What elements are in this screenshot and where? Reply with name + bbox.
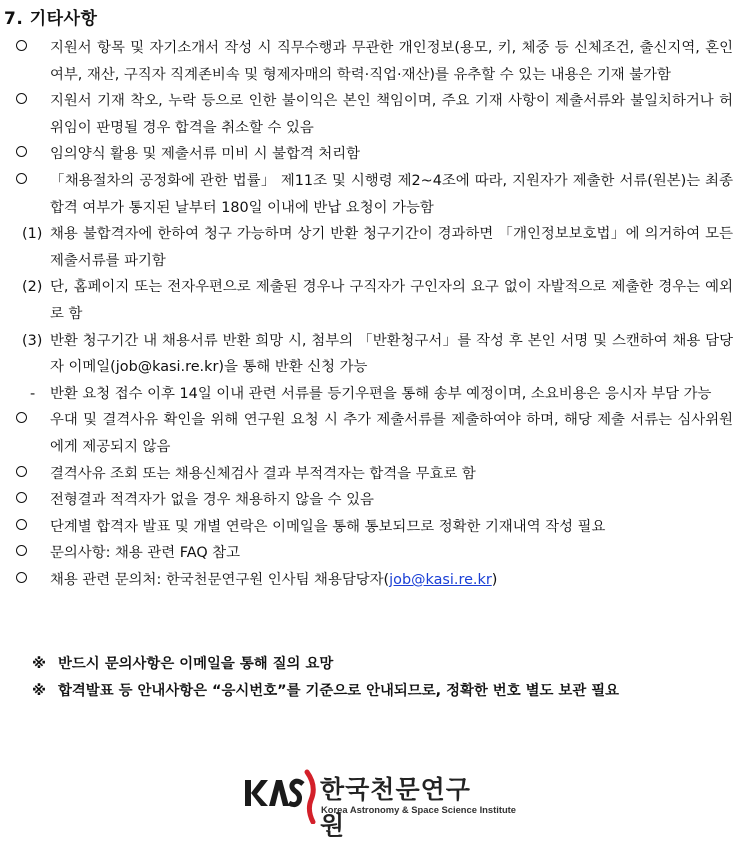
item-text: 반환 요청 접수 이후 14일 이내 관련 서류를 등기우편을 통해 송부 예정이며, 소요비용은 응시자 부담 가능 — [50, 385, 712, 402]
item-text: 문의사항: 채용 관련 FAQ 참고 — [50, 545, 241, 562]
notes-block — [0, 651, 739, 705]
bullet-circle-icon — [0, 567, 50, 594]
item-text: 단, 홈페이지 또는 전자우편으로 제출된 경우나 구직자가 구인자의 요구 없이 자발적으로 제출한 경우는 예외로 함 — [50, 279, 733, 322]
note-item — [0, 678, 739, 705]
list-item — [0, 141, 739, 168]
note-mark: ※ — [32, 656, 46, 672]
item-text: 반환 청구기간 내 채용서류 반환 희망 시, 첨부의 「반환청구서」를 작성 후 본인 서명 및 스캔하여 채용 담당자 이메일(job@kasi.re.kr)을 통해 반환 신청 가능 — [50, 332, 733, 376]
kasi-wordmark-icon — [243, 768, 319, 824]
item-dash: - — [30, 385, 36, 402]
item-number: (2) — [22, 279, 43, 296]
kasi-logo — [243, 768, 517, 840]
list-item — [0, 407, 739, 460]
list-item — [0, 88, 739, 141]
item-text: 「채용절차의 공정화에 관한 법률」 제11조 및 시행령 제2~4조에 따라, 지원자가 제출한 서류(원본)는 최종합격 여부가 통지된 날부터 180일 이내에 반납 요청이 가능함 — [50, 172, 733, 216]
list-item — [0, 328, 739, 381]
note-text: 반드시 문의사항은 이메일을 통해 질의 요망 — [58, 656, 334, 672]
item-number: (1) — [22, 226, 43, 243]
item-text: 결격사유 조회 또는 채용신체검사 결과 부적격자는 합격을 무효로 함 — [50, 465, 476, 482]
item-text: 채용 불합격자에 한하여 청구 가능하며 상기 반환 청구기간이 경과하면 「개인정보보호법」에 의거하여 모든 제출서류를 파기함 — [50, 226, 733, 269]
list-item — [0, 274, 739, 327]
notice-list — [0, 35, 739, 593]
note-mark: ※ — [32, 683, 46, 699]
note-item — [0, 651, 739, 678]
bullet-circle-icon — [0, 168, 50, 195]
list-item — [0, 221, 739, 274]
bullet-circle-icon — [0, 35, 50, 62]
bullet-circle-icon — [0, 540, 50, 567]
list-item — [0, 487, 739, 514]
item-number: (3) — [22, 332, 43, 349]
bullet-circle-icon — [0, 461, 50, 488]
list-item — [0, 461, 739, 488]
contact-item — [0, 567, 739, 594]
bullet-circle-icon — [0, 487, 50, 514]
logo-name-ko: 한국천문연구원 — [320, 775, 471, 840]
bullet-circle-icon — [0, 141, 50, 168]
logo-name-en: Korea Astronomy & Space Science Institute — [321, 804, 517, 815]
item-text: 전형결과 적격자가 없을 경우 채용하지 않을 수 있음 — [50, 492, 374, 509]
list-item — [0, 35, 739, 88]
item-text: 지원서 기재 착오, 누락 등으로 인한 불이익은 본인 책임이며, 주요 기재 사항이 제출서류와 불일치하거나 허위임이 판명될 경우 합격을 취소할 수 있음 — [50, 93, 733, 136]
bullet-circle-icon — [0, 514, 50, 541]
contact-suffix: ) — [491, 571, 498, 588]
contact-text — [50, 567, 739, 594]
section-title: 7. 기타사항 — [4, 9, 98, 29]
list-item — [0, 540, 739, 567]
note-text: 합격발표 등 안내사항은 “응시번호”를 기준으로 안내되므로, 정확한 번호 별도 보관 필요 — [58, 683, 620, 699]
item-text: 임의양식 활용 및 제출서류 미비 시 불합격 처리함 — [50, 146, 361, 163]
contact-prefix: 채용 관련 문의처: 한국천문연구원 인사팀 채용담당자( — [50, 571, 390, 588]
bullet-circle-icon — [0, 407, 50, 434]
item-text: 단계별 합격자 발표 및 개별 연락은 이메일을 통해 통보되므로 정확한 기재내역 작성 필요 — [50, 518, 606, 535]
item-text: 우대 및 결격사유 확인을 위해 연구원 요청 시 추가 제출서류를 제출하여야 하며, 해당 제출 서류는 심사위원에게 제공되지 않음 — [50, 412, 733, 455]
list-item — [0, 514, 739, 541]
list-item — [0, 381, 739, 408]
bullet-circle-icon — [0, 88, 50, 115]
list-item — [0, 168, 739, 221]
item-text: 지원서 항목 및 자기소개서 작성 시 직무수행과 무관한 개인정보(용모, 키, 체중 등 신체조건, 출신지역, 혼인여부, 재산, 구직자 직계존비속 및 형제자매의 학력·직업·재산)를 유추할 수 있는 내용은 기재 불가함 — [50, 40, 733, 83]
contact-email-link[interactable]: job@kasi.re.kr — [389, 571, 492, 588]
